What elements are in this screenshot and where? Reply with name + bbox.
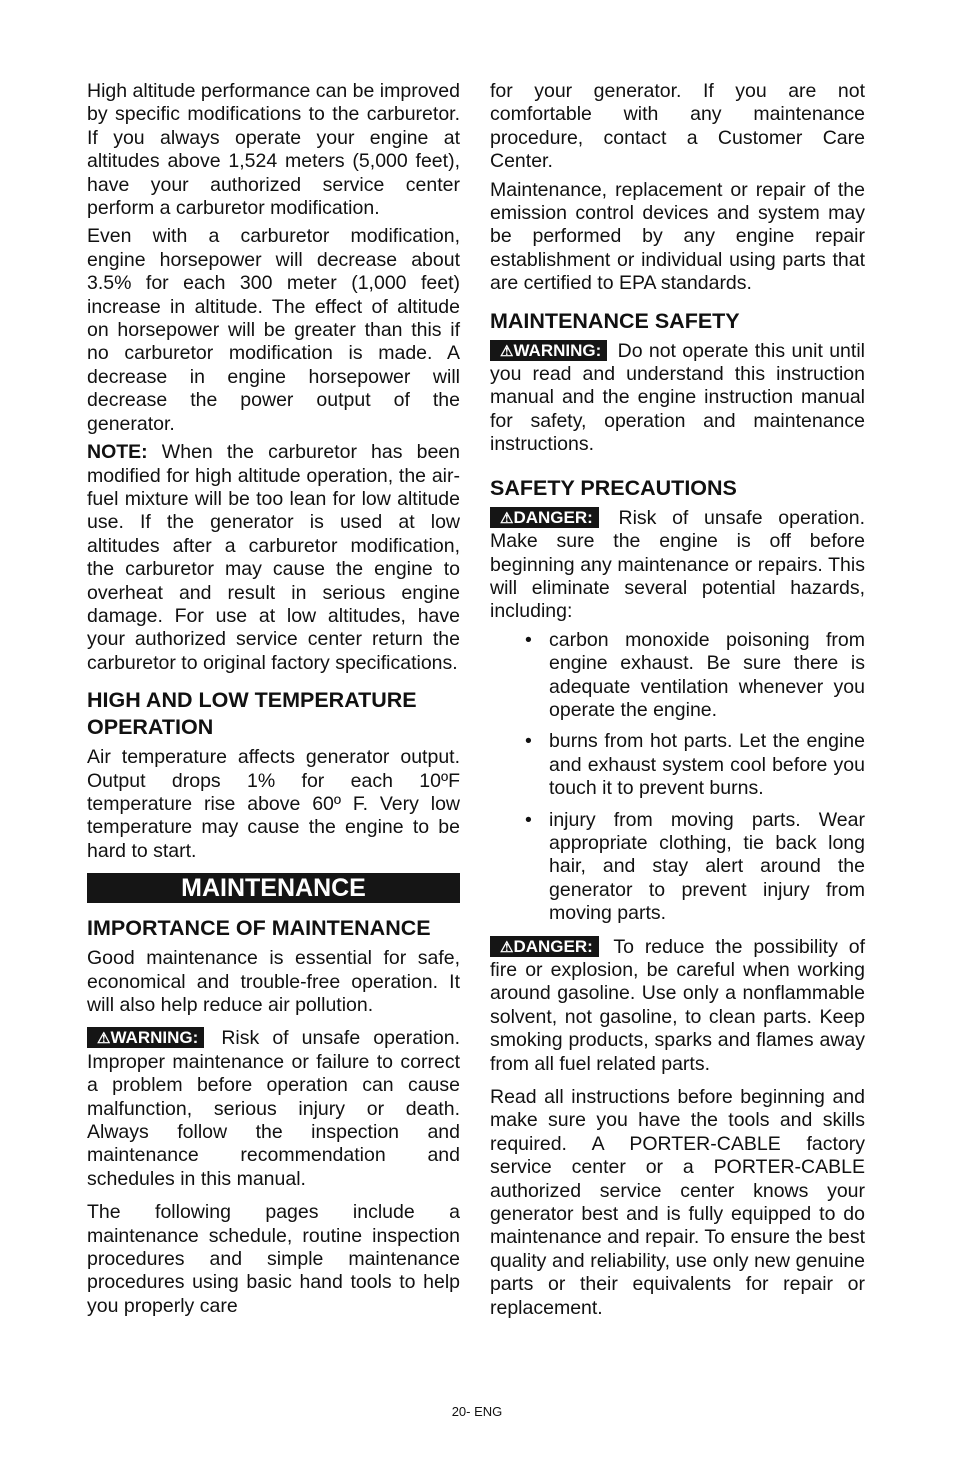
danger-paragraph bbox=[490, 936, 865, 1076]
heading-temperature: HIGH AND LOW TEMPERATURE OPERATION bbox=[87, 688, 417, 740]
danger-label: DANGER: bbox=[513, 936, 593, 956]
note-text: When the carburetor has been modified for high altitude operation, the air-fuel mixture will be too lean for low altitude use. If the generator is used at low altitudes after a carburetor modification, the carburetor may cause the engine to overheat and result in serious engine damage. For use at low altitudes, have your authorized service center return the carburetor to original factory specifications. bbox=[87, 441, 460, 674]
warning-paragraph bbox=[87, 1027, 460, 1191]
danger-text: To reduce the possibility of fire or explosion, be careful when working around gasoline. Use only a nonflammable solvent, not gasoline, to clean parts. Keep smoking products, sparks and flames away from all fuel related parts. bbox=[490, 935, 865, 1075]
warning-label: WARNING: bbox=[110, 1028, 199, 1048]
paragraph-altitude: High altitude performance can be improved by specific modifications to the carburetor. If you always operate your engine at altitudes above 1,524 meters (5,000 feet), have your authorized service center perform a carburetor modification. bbox=[87, 80, 460, 220]
danger-triangle-icon: ⚠ bbox=[500, 509, 514, 527]
paragraph-following: The following pages include a maintenance schedule, routine inspection procedures and simple maintenance procedures using basic hand tools to help you properly care bbox=[87, 1201, 460, 1317]
warning-text: Do not operate this unit until you read and understand this instruction manual and the engine instruction manual for safety, operation and maintenance instructions. bbox=[490, 339, 865, 456]
paragraph-importance: Good maintenance is essential for safe, economical and trouble-free operation. It will also help reduce air pollution. bbox=[87, 947, 460, 1016]
bullet-icon: • bbox=[525, 730, 532, 753]
paragraph-read-instructions: Read all instructions before beginning and make sure you have the tools and skills required. A PORTER-CABLE factory service center or a PORTER-CABLE authorized service center knows your generator best and is fully equipped to do maintenance and repair. To ensure the best quality and reliability, use only new genuine parts or their equivalents for repair or replacement. bbox=[490, 1086, 865, 1319]
danger-badge bbox=[490, 507, 599, 528]
danger-triangle-icon: ⚠ bbox=[500, 938, 514, 956]
heading-safety-precautions: SAFETY PRECAUTIONS bbox=[490, 475, 737, 500]
warning-label: WARNING: bbox=[513, 340, 602, 360]
warning-paragraph bbox=[490, 340, 865, 457]
paragraph-horsepower: Even with a carburetor modification, engine horsepower will decrease about 3.5% for each 300 meter (1,000 feet) increase in altitude. The effect of altitude on horsepower will be greater than this if no carburetor modification is made. A decrease in engine horsepower will decrease the power output of the generator. bbox=[87, 225, 460, 435]
hazard-list bbox=[490, 629, 865, 926]
list-item bbox=[525, 628, 865, 723]
danger-badge bbox=[490, 936, 599, 957]
list-item-text: burns from hot parts. Let the engine and exhaust system cool before you touch it to prevent burns. bbox=[549, 730, 865, 800]
warning-triangle-icon: ⚠ bbox=[500, 342, 514, 360]
warning-badge bbox=[490, 340, 607, 361]
list-item-text: carbon monoxide poisoning from engine exhaust. Be sure there is adequate ventilation whenever you operate the engine. bbox=[549, 628, 865, 721]
danger-paragraph bbox=[490, 507, 865, 624]
section-title-maintenance: MAINTENANCE bbox=[87, 873, 460, 903]
paragraph-emission: Maintenance, replacement or repair of the emission control devices and system may be performed by any engine repair establishment or individual using parts that are certified to EPA standards. bbox=[490, 178, 865, 295]
right-column bbox=[490, 80, 865, 1325]
page-number: 20- ENG bbox=[451, 1404, 503, 1419]
list-item-text: injury from moving parts. Wear appropriate clothing, tie back long hair, and stay alert around the generator to prevent injury from moving parts. bbox=[549, 808, 865, 925]
note-paragraph bbox=[87, 441, 460, 675]
warning-triangle-icon: ⚠ bbox=[97, 1030, 111, 1048]
bullet-icon: • bbox=[525, 808, 532, 831]
bullet-icon: • bbox=[525, 628, 532, 651]
paragraph-continued: for your generator. If you are not comfortable with any maintenance procedure, contact a Customer Care Center. bbox=[490, 80, 865, 173]
list-item bbox=[525, 730, 865, 800]
warning-text: Risk of unsafe operation. Improper maintenance or failure to correct a problem before operation can cause malfunction, serious injury or death. Always follow the inspection and maintenance recommendation and schedules in this manual. bbox=[87, 1027, 460, 1190]
paragraph-temperature: Air temperature affects generator output. Output drops 1% for each 10ºF temperature rise above 60º F. Very low temperature may cause the engine to be hard to start. bbox=[87, 746, 460, 862]
left-column bbox=[87, 80, 460, 1323]
heading-importance: IMPORTANCE OF MAINTENANCE bbox=[87, 916, 431, 941]
note-label: NOTE: bbox=[87, 441, 148, 464]
heading-maintenance-safety: MAINTENANCE SAFETY bbox=[490, 308, 740, 333]
list-item bbox=[525, 808, 865, 926]
warning-badge bbox=[87, 1027, 204, 1048]
danger-text: Risk of unsafe operation. Make sure the engine is off before beginning any maintenance or repairs. This will eliminate several potential hazards, including: bbox=[490, 506, 865, 623]
danger-label: DANGER: bbox=[513, 507, 593, 527]
